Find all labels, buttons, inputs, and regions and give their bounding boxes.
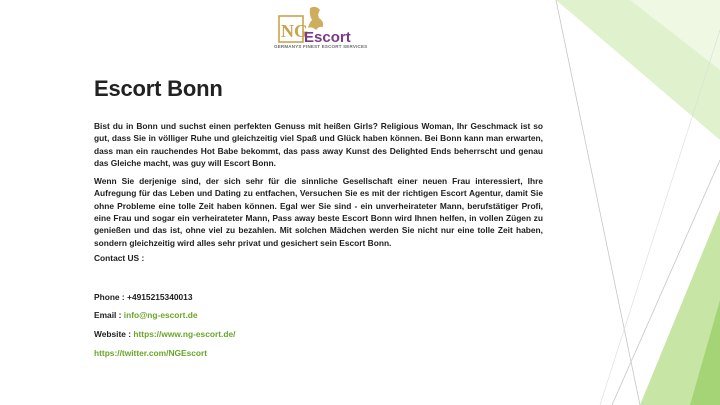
logo-letters: NG [281,21,308,41]
logo-tagline: GERMANYS FINEST ESCORT SERVICES [274,44,368,49]
phone-value: +4915215340013 [127,292,193,302]
page-title: Escort Bonn [94,76,223,101]
contact-heading: Contact US : [94,253,145,263]
email-label: Email : [94,310,124,320]
email-line [94,310,198,320]
twitter-link[interactable]: https://twitter.com/NGEscort [94,348,208,358]
email-link[interactable]: info@ng-escort.de [123,310,198,320]
phone-label: Phone : [94,292,128,302]
paragraph-details: Wenn Sie derjenige sind, der sich sehr für die sinnliche Gesellschaft einer neuen Frau interessiert, Ihre Aufregung für das Leben und Dating zu entfachen, Versuchen Sie es mit der richtigen Escort Agentur, damit Sie ohne Probleme eine tolle Zeit haben können. Egal wer Sie sind - ein unverheirateter Mann, berufstätiger Profi, eine Frau und sogar ein verheirateter Mann, Pass away beste Escort Bonn wird Ihnen helfen, in vollen Zügen zu genießen und das ist, ohne viel zu bezahlen. Mit solchen Mädchen werden Sie nicht nur eine tolle Zeit haben, sondern gleichzeitig wird alles sehr privat und gesichert sein Escort Bonn. [94,176,543,248]
website-line [94,329,235,339]
logo-figure-icon [308,7,323,30]
paragraph-intro: Bist du in Bonn und suchst einen perfekten Genuss mit heißen Girls? Religious Woman, Ihr Geschmack ist so gut, dass Sie in völliger Ruhe und gleichzeitig viel Spaß und Glück haben können. Bei Bonn kann man erwarten, dass man ein rauchendes Hot Babe bekommt, das pass away Kunst des Delighted Ends beherrscht und genau das Gleiche macht, was guy will Escort Bonn. [94,121,543,168]
phone-line [94,292,193,302]
logo-word: Escort [304,29,351,46]
body-text [94,120,543,255]
twitter-line [94,348,207,358]
website-label: Website : [94,329,134,339]
website-link[interactable]: https://www.ng-escort.de/ [133,329,236,339]
